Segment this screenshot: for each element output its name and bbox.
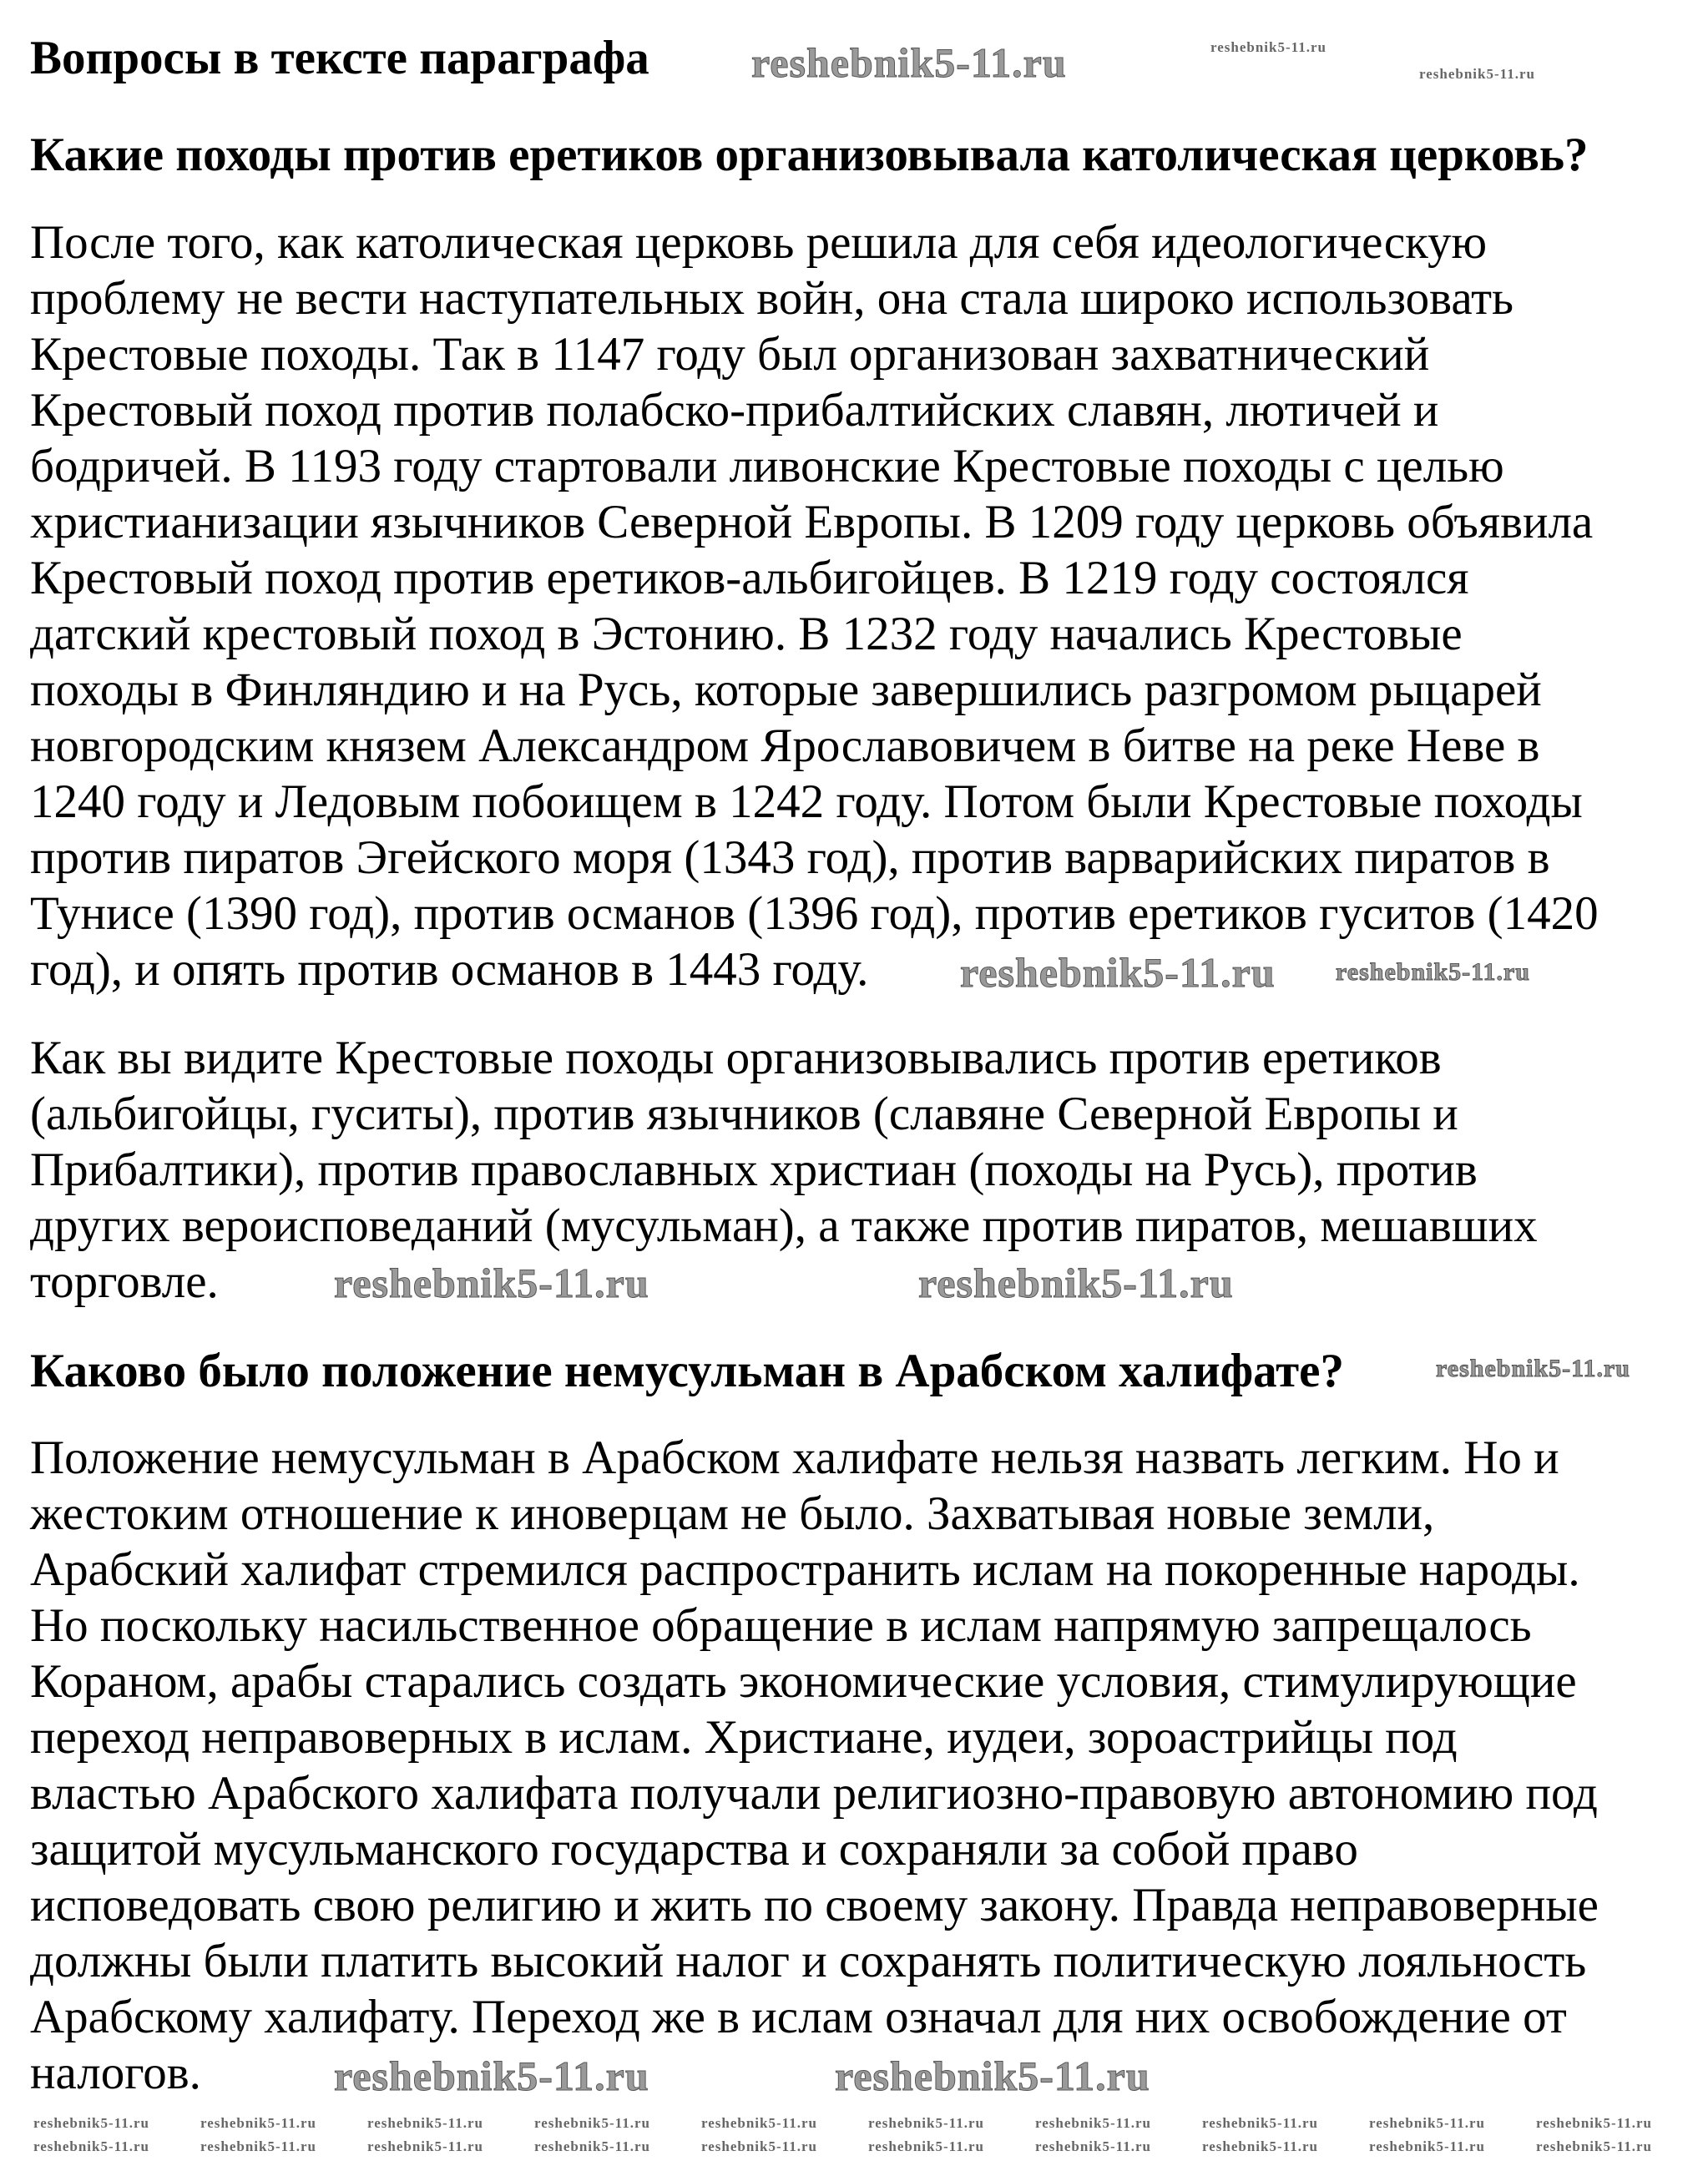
- watermark: reshebnik5-11.ru: [534, 2138, 650, 2154]
- text-line: Прибалтики), против православных христиан (походы на Русь), против: [30, 1144, 1478, 1196]
- watermark: reshebnik5-11.ru: [835, 2052, 1150, 2099]
- watermark: reshebnik5-11.ru: [334, 1260, 649, 1306]
- watermark: reshebnik5-11.ru: [367, 2138, 483, 2154]
- watermark: reshebnik5-11.ru: [1035, 2115, 1151, 2131]
- text-line: Кораном, арабы старались создать экономические условия, стимулирующие: [30, 1655, 1577, 1708]
- watermark: reshebnik5-11.ru: [868, 2115, 984, 2131]
- text-line: (альбигойцы, гуситы), против язычников (славяне Северной Европы и: [30, 1088, 1458, 1140]
- text-line: переход неправоверных в ислам. Христиане, иудеи, зороастрийцы под: [30, 1711, 1458, 1764]
- watermark: reshebnik5-11.ru: [334, 2052, 649, 2099]
- text-line: Крестовый поход против полабско-прибалтийских славян, лютичей и: [30, 384, 1439, 437]
- text-line: властью Арабского халифата получали религиозно-правовую автономию под: [30, 1767, 1598, 1820]
- text-line: христианизации язычников Северной Европы. В 1209 году церковь объявила: [30, 496, 1594, 548]
- text-line: Тунисе (1390 год), против османов (1396 год), против еретиков гуситов (1420: [30, 887, 1599, 940]
- text-line: должны были платить высокий налог и сохранять политическую лояльность: [30, 1935, 1587, 1987]
- watermark: reshebnik5-11.ru: [1369, 2138, 1485, 2154]
- text-line: Арабский халифат стремился распространить ислам на покоренные народы.: [30, 1543, 1580, 1596]
- page-title: Вопросы в тексте параграфа: [30, 32, 649, 84]
- watermark: reshebnik5-11.ru: [1536, 2115, 1652, 2131]
- watermark: reshebnik5-11.ru: [751, 39, 1067, 86]
- text-line: бодричей. В 1193 году стартовали ливонские Крестовые походы с целью: [30, 440, 1504, 492]
- text-line: Но поскольку насильственное обращение в ислам напрямую запрещалось: [30, 1599, 1532, 1652]
- watermark: reshebnik5-11.ru: [1419, 66, 1535, 82]
- text-line: налогов.: [30, 2047, 201, 2099]
- watermark: reshebnik5-11.ru: [868, 2138, 984, 2154]
- text-line: 1240 году и Ледовым побоищем в 1242 году. Потом были Крестовые походы: [30, 775, 1583, 828]
- watermark: reshebnik5-11.ru: [1210, 39, 1326, 55]
- watermark: reshebnik5-11.ru: [1436, 1355, 1630, 1382]
- answer-paragraph-3: [30, 1430, 1599, 2101]
- text-line: против пиратов Эгейского моря (1343 год), против варварийских пиратов в: [30, 831, 1550, 884]
- text-line: новгородским князем Александром Ярославовичем в битве на реке Неве в: [30, 719, 1540, 772]
- answer-paragraph-1: [30, 215, 1599, 997]
- question-heading-2: Каково было положение немусульман в Арабском халифате?: [30, 1345, 1344, 1397]
- watermark: reshebnik5-11.ru: [1202, 2115, 1318, 2131]
- question-heading-1: Какие походы против еретиков организовывала католическая церковь?: [30, 129, 1589, 181]
- watermark: reshebnik5-11.ru: [200, 2115, 316, 2131]
- watermark: reshebnik5-11.ru: [960, 949, 1276, 996]
- watermark: reshebnik5-11.ru: [1336, 958, 1530, 986]
- text-line: исповедовать свою религию и жить по своему закону. Правда неправоверные: [30, 1879, 1599, 1931]
- watermark: reshebnik5-11.ru: [1369, 2115, 1485, 2131]
- text-line: Арабскому халифату. Переход же в ислам означал для них освобождение от: [30, 1991, 1567, 2043]
- text-line: защитой мусульманского государства и сохраняли за собой право: [30, 1823, 1358, 1876]
- watermark: reshebnik5-11.ru: [534, 2115, 650, 2131]
- watermark: reshebnik5-11.ru: [200, 2138, 316, 2154]
- watermark: reshebnik5-11.ru: [701, 2115, 817, 2131]
- text-line: датский крестовый поход в Эстонию. В 1232 году начались Крестовые: [30, 608, 1463, 660]
- text-line: походы в Финляндию и на Русь, которые завершились разгромом рыцарей: [30, 664, 1542, 716]
- text-line: Крестовый поход против еретиков-альбигойцев. В 1219 году состоялся: [30, 552, 1469, 604]
- text-line: Положение немусульман в Арабском халифате нельзя назвать легким. Но и: [30, 1431, 1559, 1484]
- watermark: reshebnik5-11.ru: [701, 2138, 817, 2154]
- text-line: Крестовые походы. Так в 1147 году был организован захватнический: [30, 328, 1430, 381]
- text-line: После того, как католическая церковь решила для себя идеологическую: [30, 216, 1488, 269]
- answer-paragraph-2: [30, 1030, 1538, 1310]
- text-line: других вероисповеданий (мусульман), а также против пиратов, мешавших: [30, 1199, 1538, 1252]
- watermark: reshebnik5-11.ru: [1536, 2138, 1652, 2154]
- text-line: Как вы видите Крестовые походы организовывались против еретиков: [30, 1032, 1442, 1084]
- text-line: торговле.: [30, 1255, 219, 1308]
- watermark: reshebnik5-11.ru: [1202, 2138, 1318, 2154]
- text-line: проблему не вести наступательных войн, она стала широко использовать: [30, 272, 1514, 325]
- watermark: reshebnik5-11.ru: [918, 1260, 1234, 1306]
- watermark: reshebnik5-11.ru: [367, 2115, 483, 2131]
- watermark: reshebnik5-11.ru: [33, 2115, 149, 2131]
- watermark: reshebnik5-11.ru: [33, 2138, 149, 2154]
- watermark: reshebnik5-11.ru: [1035, 2138, 1151, 2154]
- text-line: год), и опять против османов в 1443 году.: [30, 943, 869, 996]
- text-line: жестоким отношение к иноверцам не было. Захватывая новые земли,: [30, 1487, 1435, 1540]
